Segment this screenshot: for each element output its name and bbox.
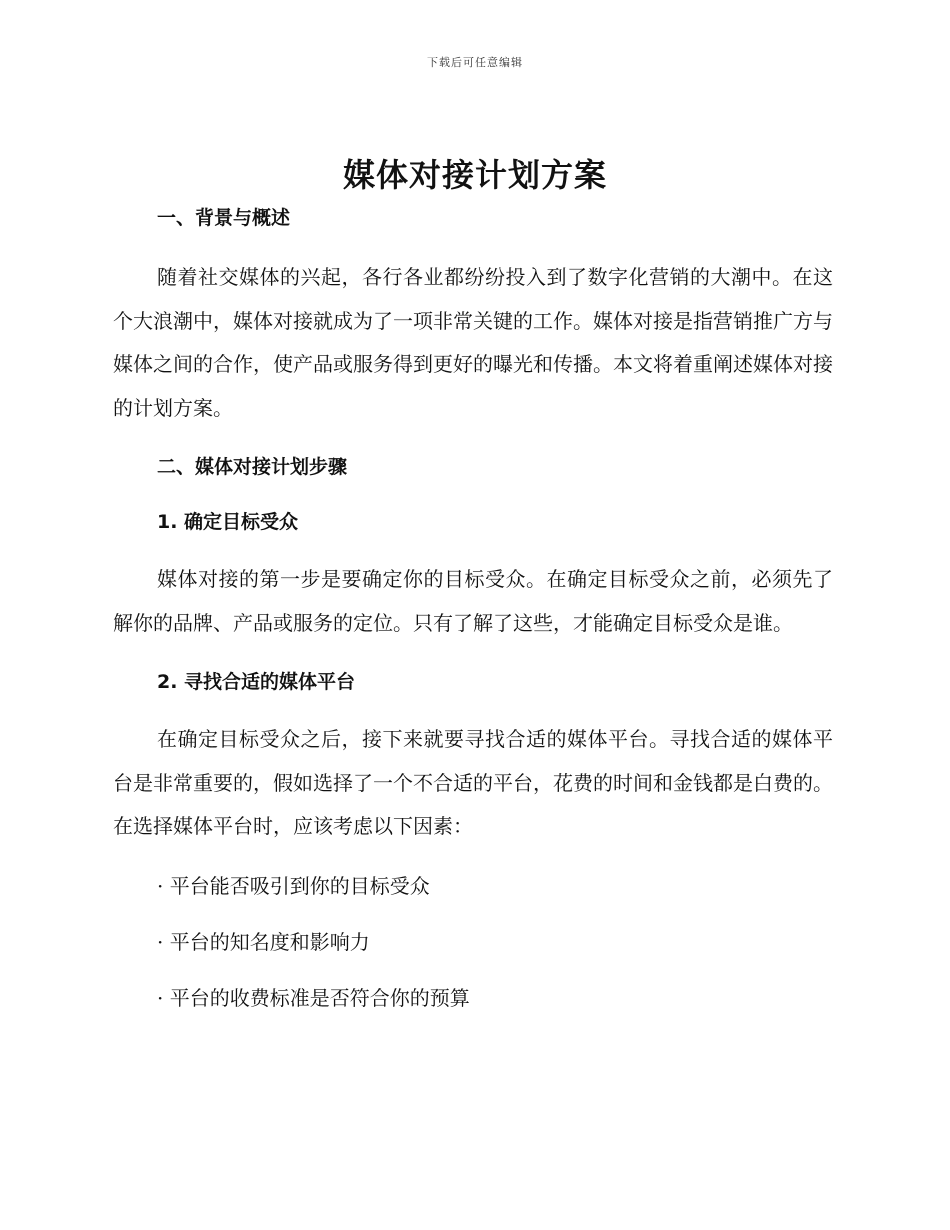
list-item: · 平台能否吸引到你的目标受众 <box>157 873 430 898</box>
step-heading-media-platform: 2. 寻找合适的媒体平台 <box>157 671 356 693</box>
section-heading-steps: 二、媒体对接计划步骤 <box>157 456 348 478</box>
list-item: · 平台的收费标准是否符合你的预算 <box>157 985 470 1010</box>
paragraph-target-audience: 媒体对接的第一步是要确定你的目标受众。在确定目标受众之前，必须先了解你的品牌、产品或服务的定位。只有了解了这些，才能确定目标受众是谁。 <box>113 567 833 635</box>
paragraph-background: 随着社交媒体的兴起，各行各业都纷纷投入到了数字化营销的大潮中。在这个大浪潮中，媒体对接就成为了一项非常关键的工作。媒体对接是指营销推广方与媒体之间的合作，使产品或服务得到更好的曝光和传播。本文将着重阐述媒体对接的计划方案。 <box>113 265 833 420</box>
paragraph-media-platform: 在确定目标受众之后，接下来就要寻找合适的媒体平台。寻找合适的媒体平台是非常重要的，假如选择了一个不合适的平台，花费的时间和金钱都是白费的。在选择媒体平台时，应该考虑以下因素： <box>113 727 833 838</box>
section-heading-background: 一、背景与概述 <box>157 207 291 229</box>
document-title: 媒体对接计划方案 <box>342 156 607 194</box>
page-header-note: 下载后可任意编辑 <box>427 56 523 69</box>
step-heading-target-audience: 1. 确定目标受众 <box>157 511 299 533</box>
list-item: · 平台的知名度和影响力 <box>157 929 370 954</box>
document-body <box>113 200 833 1016</box>
